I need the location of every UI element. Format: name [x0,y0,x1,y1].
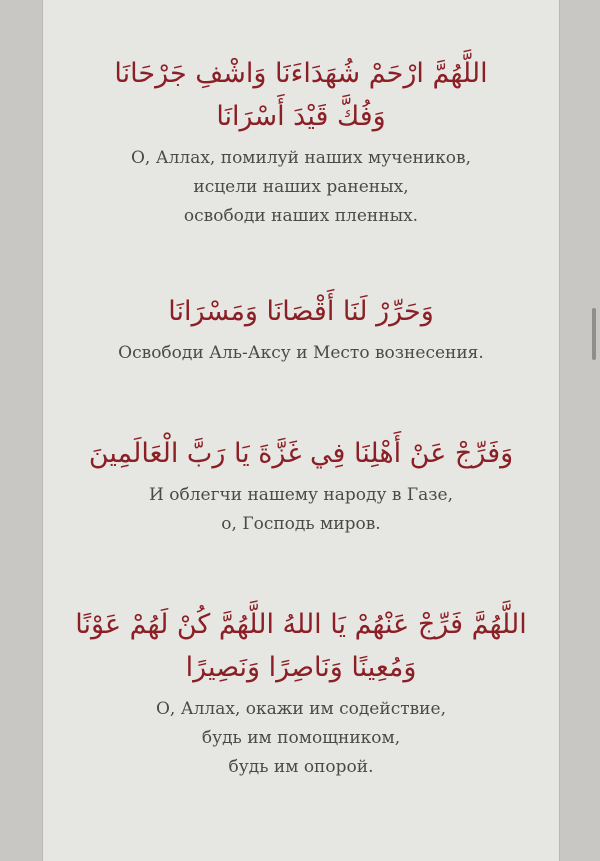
prayer-block-2 [43,290,559,368]
prayer-block-4 [43,603,559,782]
russian-translation [43,144,559,231]
translation-line: И облегчи нашему народу в Газе, [149,485,453,505]
translation-line: о, Господь миров. [221,514,381,534]
prayer-block-1 [43,52,559,231]
russian-translation [43,695,559,782]
russian-translation [43,481,559,539]
document-page [42,0,560,861]
translation-line: освободи наших пленных. [183,206,419,226]
translation-line: Освободи Аль-Аксу и Место вознесения. [118,343,484,363]
russian-translation [43,339,559,368]
arabic-text [43,432,559,475]
arabic-line: اللَّهُمَّ فَرِّجْ عَنْهُمْ يَا اللهُ اللَّهُمَّ كُنْ لَهُمْ عَوْنًا [75,609,527,640]
prayer-block-3 [43,432,559,539]
translation-line: будь им помощником, [201,728,401,748]
scrollbar-thumb[interactable] [592,308,596,360]
translation-line: будь им опорой. [228,757,374,777]
arabic-line: وَفُكَّ قَيْدَ أَسْرَانَا [216,101,386,132]
arabic-line: وَفَرِّجْ عَنْ أَهْلِنَا فِي غَزَّةَ يَا رَبَّ الْعَالَمِينَ [88,438,514,469]
arabic-line: اللَّهُمَّ ارْحَمْ شُهَدَاءَنَا وَاشْفِ جَرْحَانَا [114,58,488,89]
translation-line: исцели наших раненых, [193,177,409,197]
arabic-line: وَحَرِّرْ لَنَا أَقْصَانَا وَمَسْرَانَا [168,296,434,327]
arabic-line: وَمُعِينًا وَنَاصِرًا وَنَصِيرًا [185,652,417,683]
translation-line: О, Аллах, помилуй наших мучеников, [130,148,472,168]
arabic-text [43,290,559,333]
translation-line: О, Аллах, окажи им содействие, [156,699,446,719]
arabic-text [43,52,559,138]
arabic-text [43,603,559,689]
